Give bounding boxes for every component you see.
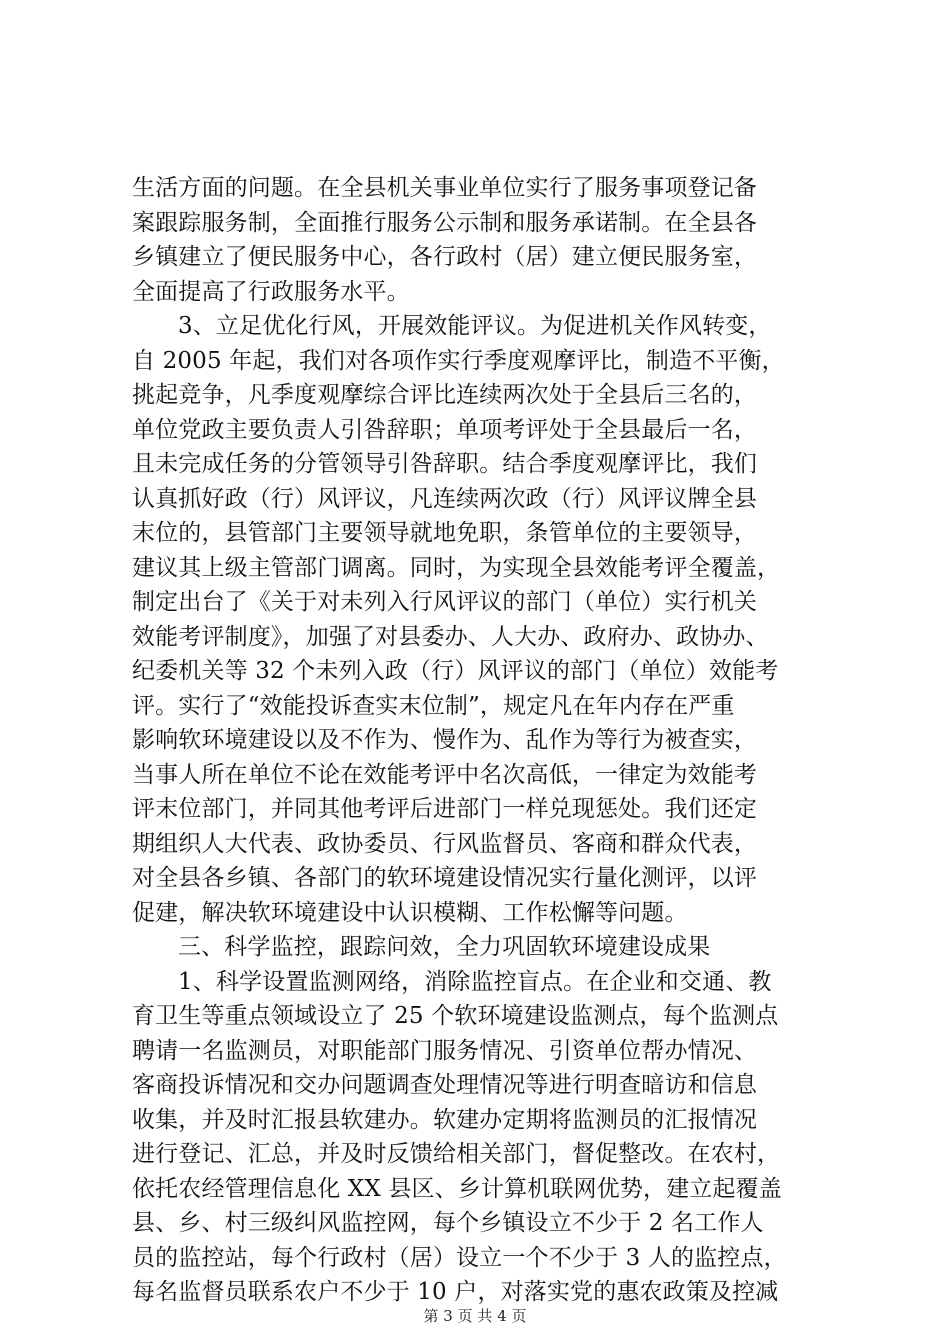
text-line: 自 2005 年起，我们对各项作实行季度观摩评比，制造不平衡， [132,347,785,374]
text-line: 育卫生等重点领域设立了 25 个软环境建设监测点，每个监测点 [132,1003,779,1029]
text-line: 单位党政主要负责人引咎辞职；单项考评处于全县最后一名， [132,416,758,443]
text-line: 评。实行了“效能投诉查实末位制”，规定凡在年内存在严重 [132,692,735,719]
text-line: 挑起竞争，凡季度观摩综合评比连续两次处于全县后三名的， [132,382,758,408]
text-line: 三、科学监控，跟踪问效，全力巩固软环境建设成果 [178,934,711,960]
text-line: 当事人所在单位不论在效能考评中名次高低，一律定为效能考 [132,761,758,788]
text-line: 且未完成任务的分管领导引咎辞职。结合季度观摩评比，我们 [132,451,758,477]
text-line: 末位的，县管部门主要领导就地免职，条管单位的主要领导， [132,520,758,546]
text-line: 促建，解决软环境建设中认识模糊、工作松懈等问题。 [132,899,688,926]
text-line: 每名监督员联系农户不少于 10 户，对落实党的惠农政策及控减 [132,1279,779,1305]
text-line: 评末位部门，并同其他考评后进部门一样兑现惩处。我们还定 [132,796,758,822]
text-line: 对全县各乡镇、各部门的软环境建设情况实行量化测评，以评 [132,865,758,891]
text-line: 生活方面的问题。在全县机关事业单位实行了服务事项登记备 [132,175,758,201]
text-line: 期组织人大代表、政协委员、行风监督员、客商和群众代表， [132,830,758,857]
text-line: 制定出台了《关于对未列入行风评议的部门（单位）实行机关 [132,589,758,615]
text-line: 聘请一名监测员，对职能部门服务情况、引资单位帮办情况、 [132,1037,758,1064]
text-line: 收集，并及时汇报县软建办。软建办定期将监测员的汇报情况 [132,1106,758,1133]
document-body [132,171,832,1310]
text-line: 依托农经管理信息化 XX 县区、乡计算机联网优势，建立起覆盖 [132,1175,782,1202]
text-line: 全面提高了行政服务水平。 [132,278,410,305]
text-line: 3、立足优化行风，开展效能评议。为促进机关作风转变， [178,313,772,339]
text-line: 建议其上级主管部门调离。同时，为实现全县效能考评全覆盖， [132,554,781,581]
text-line: 客商投诉情况和交办问题调查处理情况等进行明查暗访和信息 [132,1072,758,1098]
text-line: 县、乡、村三级纠风监控网，每个乡镇设立不少于 2 名工作人 [132,1210,764,1236]
text-line: 乡镇建立了便民服务中心，各行政村（居）建立便民服务室， [132,244,758,270]
text-line: 进行登记、汇总，并及时反馈给相关部门，督促整改。在农村， [132,1141,781,1167]
text-line: 员的监控站，每个行政村（居）设立一个不少于 3 人的监控点， [132,1244,787,1271]
text-line: 案跟踪服务制，全面推行服务公示制和服务承诺制。在全县各 [132,209,758,236]
text-line: 认真抓好政（行）风评议，凡连续两次政（行）风评议牌全县 [132,485,758,512]
text-line: 效能考评制度》，加强了对县委办、人大办、政府办、政协办、 [132,623,769,650]
text-line: 影响软环境建设以及不作为、慢作为、乱作为等行为被查实， [132,727,758,753]
text-line: 纪委机关等 32 个未列入政（行）风评议的部门（单位）效能考 [132,658,779,684]
text-line: 1、科学设置监测网络，消除监控盲点。在企业和交通、教 [178,968,772,995]
page-footer: 第 3 页 共 4 页 [423,1307,527,1325]
